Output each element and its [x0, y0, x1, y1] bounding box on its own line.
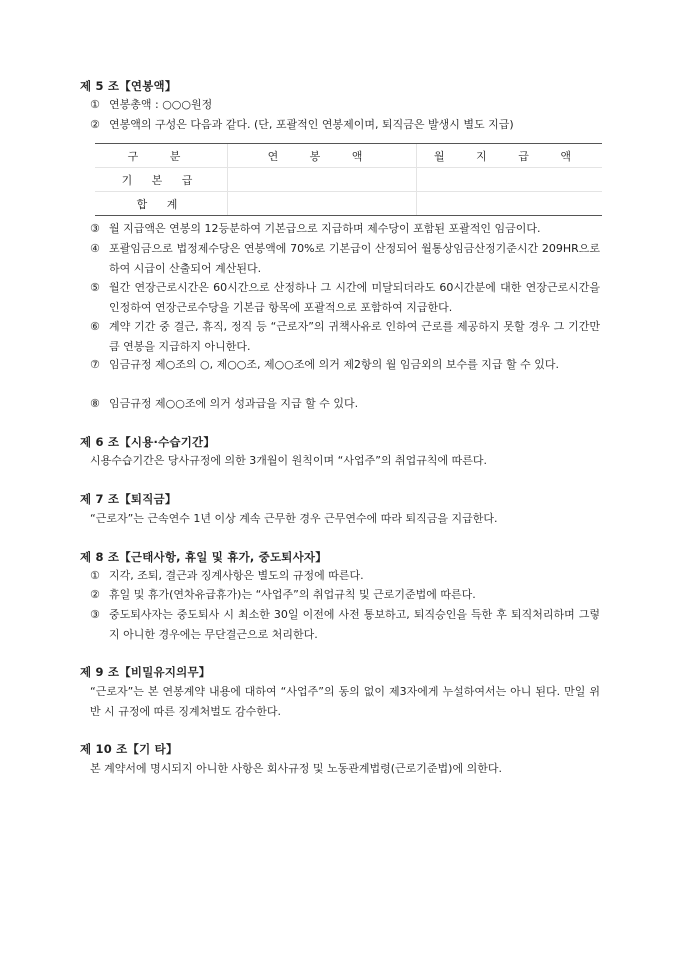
row-monthly-cell: [417, 168, 603, 192]
item-number: ①: [90, 569, 100, 582]
table-header-row: [95, 144, 602, 168]
item-number: ①: [90, 98, 100, 111]
article-7-text: “근로자”는 근속연수 1년 이상 계속 근무한 경우 근무연수에 따라 퇴직금을 지급한다.: [90, 512, 498, 525]
art5-item-1: [90, 95, 600, 115]
item-text: 포괄임금으로 법정제수당은 연봉액에 70%로 기본급이 산정되어 월통상임금산정기준시간 209HR으로 하여 시급이 산출되어 계산된다.: [109, 242, 600, 275]
item-number: ④: [90, 242, 100, 255]
item-number: ⑥: [90, 320, 100, 333]
item-text: 계약 기간 중 결근, 휴직, 정직 등 “근로자”의 귀책사유로 인하여 근로를 제공하지 못할 경우 그 기간만큼 연봉을 지급하지 아니한다.: [109, 320, 600, 353]
art5-item-7: [90, 355, 600, 375]
art5-item-8: [90, 394, 600, 414]
item-text: 휴일 및 휴가(연차유급휴가)는 “사업주”의 취업규칙 및 근로기준법에 따른다.: [109, 588, 476, 601]
item-text: 연봉총액 : ○○○원정: [109, 98, 213, 111]
item-text: 임금규정 제○조의 ○, 제○○조, 제○○조에 의거 제2항의 월 임금외의 보수를 지급 할 수 있다.: [109, 358, 559, 371]
item-number: ③: [90, 608, 100, 621]
item-number: ⑧: [90, 397, 100, 410]
article-6-title: 제 6 조【시용·수습기간】: [80, 435, 216, 449]
article-9-text: “근로자”는 본 연봉계약 내용에 대하여 “사업주”의 동의 없이 제3자에게 누설하여서는 아니 된다. 만일 위반 시 규정에 따른 징계처벌도 감수한다.: [90, 685, 600, 718]
item-text: 지각, 조퇴, 결근과 징계사항은 별도의 규정에 따른다.: [109, 569, 364, 582]
art5-item-3: [90, 219, 600, 239]
art5-item-6: [90, 317, 600, 356]
art8-item-2: [90, 585, 600, 605]
article-7-title: 제 7 조【퇴직금】: [80, 492, 177, 506]
table-row: [95, 192, 602, 216]
row-annual-cell: [228, 168, 417, 192]
header-category: 구 분: [95, 144, 228, 168]
article-5-title: 제 5 조【연봉액】: [80, 79, 177, 93]
item-number: ③: [90, 222, 100, 235]
item-text: 월 지급액은 연봉의 12등분하여 기본급으로 지급하며 제수당이 포함된 포괄적인 임금이다.: [109, 222, 541, 235]
table-row: [95, 168, 602, 192]
item-number: ②: [90, 118, 100, 131]
article-8-title: 제 8 조【근태사항, 휴일 및 휴가, 중도퇴사자】: [80, 550, 327, 564]
item-number: ⑤: [90, 281, 100, 294]
salary-table: [95, 143, 602, 216]
row-monthly-cell: [417, 192, 603, 216]
item-number: ⑦: [90, 358, 100, 371]
header-monthly-pay: 월 지 급 액: [417, 144, 603, 168]
art8-item-1: [90, 566, 600, 586]
article-6-text: 시용수습기간은 당사규정에 의한 3개월이 원칙이며 “사업주”의 취업규칙에 따른다.: [90, 454, 488, 467]
item-text: 임금규정 제○○조에 의거 성과급을 지급 할 수 있다.: [109, 397, 359, 410]
art5-item-4: [90, 239, 600, 278]
item-number: ②: [90, 588, 100, 601]
row-label: 기 본 급: [95, 168, 228, 192]
art5-item-5: [90, 278, 600, 317]
header-annual-salary: 연 봉 액: [228, 144, 417, 168]
row-label: 합 계: [95, 192, 228, 216]
article-10-text: 본 계약서에 명시되지 아니한 사항은 회사규정 및 노동관계법령(근로기준법)에 의한다.: [90, 762, 502, 775]
item-text: 월간 연장근로시간은 60시간으로 산정하나 그 시간에 미달되더라도 60시간분에 대한 연장근로시간을 인정하여 연장근로수당을 기본급 항목에 포괄적으로 포함하여 지급한다.: [109, 281, 601, 314]
item-text: 중도퇴사자는 중도퇴사 시 최소한 30일 이전에 사전 통보하고, 퇴직승인을 득한 후 퇴직처리하며 그렇지 아니한 경우에는 무단결근으로 처리한다.: [109, 608, 600, 641]
item-text: 연봉액의 구성은 다음과 같다. (단, 포괄적인 연봉제이며, 퇴직금은 발생시 별도 지급): [109, 118, 514, 131]
art5-item-2: [90, 115, 600, 135]
row-annual-cell: [228, 192, 417, 216]
article-9-title: 제 9 조【비밀유지의무】: [80, 665, 211, 679]
art8-item-3: [90, 605, 600, 644]
article-10-title: 제 10 조【기 타】: [80, 742, 178, 756]
